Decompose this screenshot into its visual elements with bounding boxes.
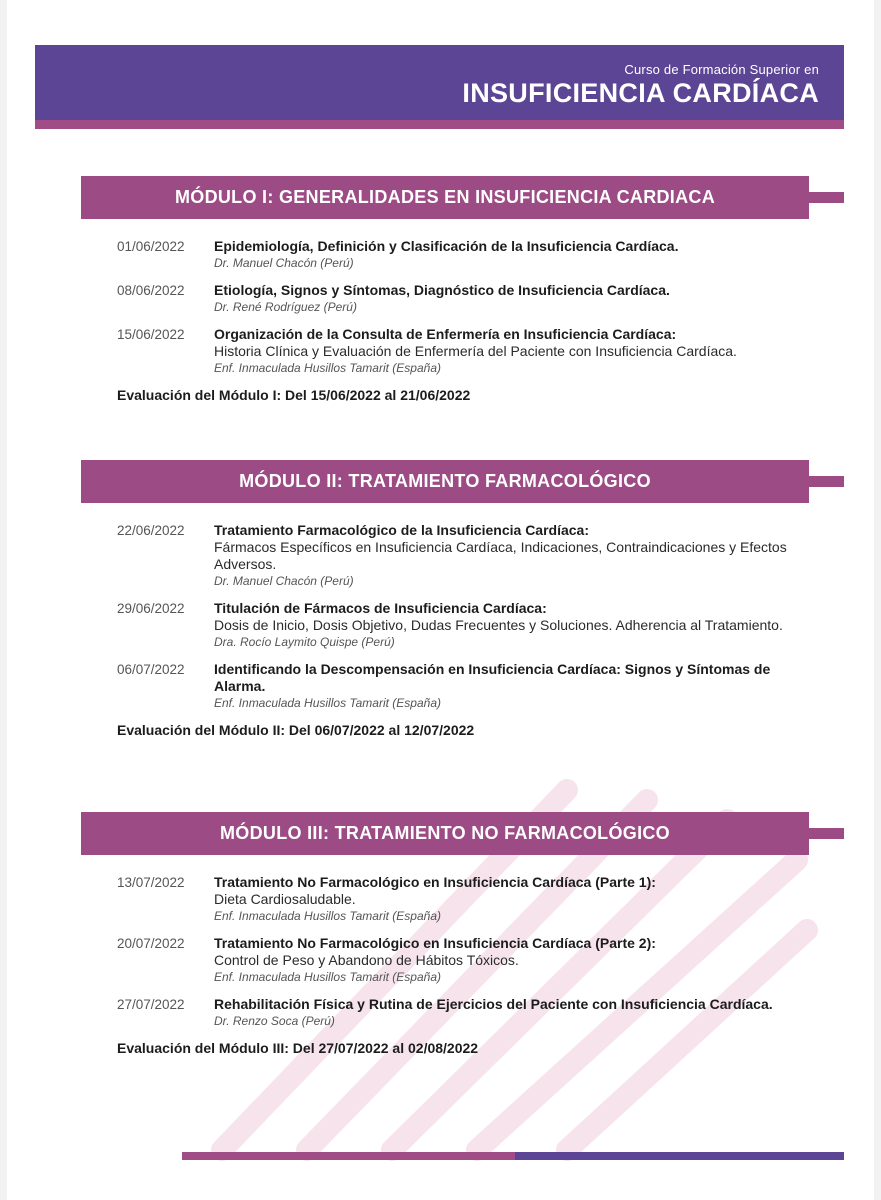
session-speaker: Dra. Rocío Laymito Quispe (Perú) (214, 635, 395, 649)
session-title: Organización de la Consulta de Enfermería en Insuficiencia Cardíaca: (214, 326, 677, 342)
footer-stripe-magenta (182, 1152, 515, 1160)
session-item (117, 935, 807, 985)
session-list (117, 874, 807, 1056)
session-item (117, 996, 807, 1029)
session-date: 13/07/2022 (117, 875, 185, 890)
session-description: Dosis de Inicio, Dosis Objetivo, Dudas Frecuentes y Soluciones. Adherencia al Tratamiento. (214, 617, 783, 633)
module-title-bar (81, 176, 809, 219)
session-title: Tratamiento No Farmacológico en Insuficiencia Cardíaca (Parte 2): (214, 935, 656, 951)
session-speaker: Dr. Renzo Soca (Perú) (214, 1014, 335, 1028)
course-title: INSUFICIENCIA CARDÍACA (462, 78, 819, 108)
session-date: 01/06/2022 (117, 239, 185, 254)
session-date: 27/07/2022 (117, 997, 185, 1012)
session-item (117, 282, 807, 315)
session-date: 15/06/2022 (117, 327, 185, 342)
session-speaker: Enf. Inmaculada Husillos Tamarit (España) (214, 909, 441, 923)
module-title: MÓDULO II: TRATAMIENTO FARMACOLÓGICO (239, 471, 651, 491)
module-evaluation: Evaluación del Módulo II: Del 06/07/2022 al 12/07/2022 (117, 722, 475, 738)
session-date: 20/07/2022 (117, 936, 185, 951)
module-tab (809, 192, 844, 203)
module-title-bar (81, 460, 809, 503)
header-stripe (35, 120, 844, 129)
session-description: Historia Clínica y Evaluación de Enfermería del Paciente con Insuficiencia Cardíaca. (214, 343, 737, 359)
footer-stripe-purple (515, 1152, 844, 1160)
module-title: MÓDULO I: GENERALIDADES EN INSUFICIENCIA CARDIACA (174, 187, 716, 207)
session-date: 29/06/2022 (117, 601, 185, 616)
session-date: 08/06/2022 (117, 283, 185, 298)
module-tab (809, 828, 844, 839)
session-item (117, 661, 807, 711)
session-date: 22/06/2022 (117, 523, 185, 538)
session-title: Titulación de Fármacos de Insuficiencia Cardíaca: (214, 600, 547, 616)
session-speaker: Enf. Inmaculada Husillos Tamarit (España) (214, 970, 441, 984)
session-speaker: Dr. Manuel Chacón (Perú) (214, 574, 354, 588)
document-page (7, 0, 874, 1200)
session-description: Control de Peso y Abandono de Hábitos Tóxicos. (214, 952, 519, 968)
session-description: Dieta Cardiosaludable. (214, 891, 356, 907)
session-item (117, 238, 807, 271)
session-speaker: Enf. Inmaculada Husillos Tamarit (España) (214, 696, 441, 710)
session-item (117, 522, 807, 589)
session-speaker: Dr. Manuel Chacón (Perú) (214, 256, 354, 270)
session-list (117, 522, 807, 738)
session-speaker: Dr. René Rodríguez (Perú) (214, 300, 357, 314)
module-evaluation: Evaluación del Módulo III: Del 27/07/2022 al 02/08/2022 (117, 1040, 479, 1056)
session-title: Tratamiento Farmacológico de la Insuficiencia Cardíaca: (214, 522, 590, 538)
module-tab (809, 476, 844, 487)
course-subtitle: Curso de Formación Superior en (624, 62, 819, 77)
session-description: Fármacos Específicos en Insuficiencia Cardíaca, Indicaciones, Contraindicaciones y Efectos Adversos. (214, 539, 787, 572)
session-item (117, 600, 807, 650)
session-title: Epidemiología, Definición y Clasificación de la Insuficiencia Cardíaca. (214, 238, 679, 254)
session-list (117, 238, 807, 403)
module-title: MÓDULO III: TRATAMIENTO NO FARMACOLÓGICO (220, 823, 670, 843)
session-title: Tratamiento No Farmacológico en Insuficiencia Cardíaca (Parte 1): (214, 874, 656, 890)
session-speaker: Enf. Inmaculada Husillos Tamarit (España) (214, 361, 441, 375)
session-title: Identificando la Descompensación en Insuficiencia Cardíaca: Signos y Síntomas de Alarma. (214, 661, 771, 694)
session-item (117, 326, 807, 376)
session-title: Rehabilitación Física y Rutina de Ejercicios del Paciente con Insuficiencia Cardíaca. (214, 996, 773, 1012)
session-title: Etiología, Signos y Síntomas, Diagnóstico de Insuficiencia Cardíaca. (214, 282, 670, 298)
module-title-bar (81, 812, 809, 855)
session-item (117, 874, 807, 924)
session-date: 06/07/2022 (117, 662, 185, 677)
module-evaluation: Evaluación del Módulo I: Del 15/06/2022 al 21/06/2022 (117, 387, 471, 403)
